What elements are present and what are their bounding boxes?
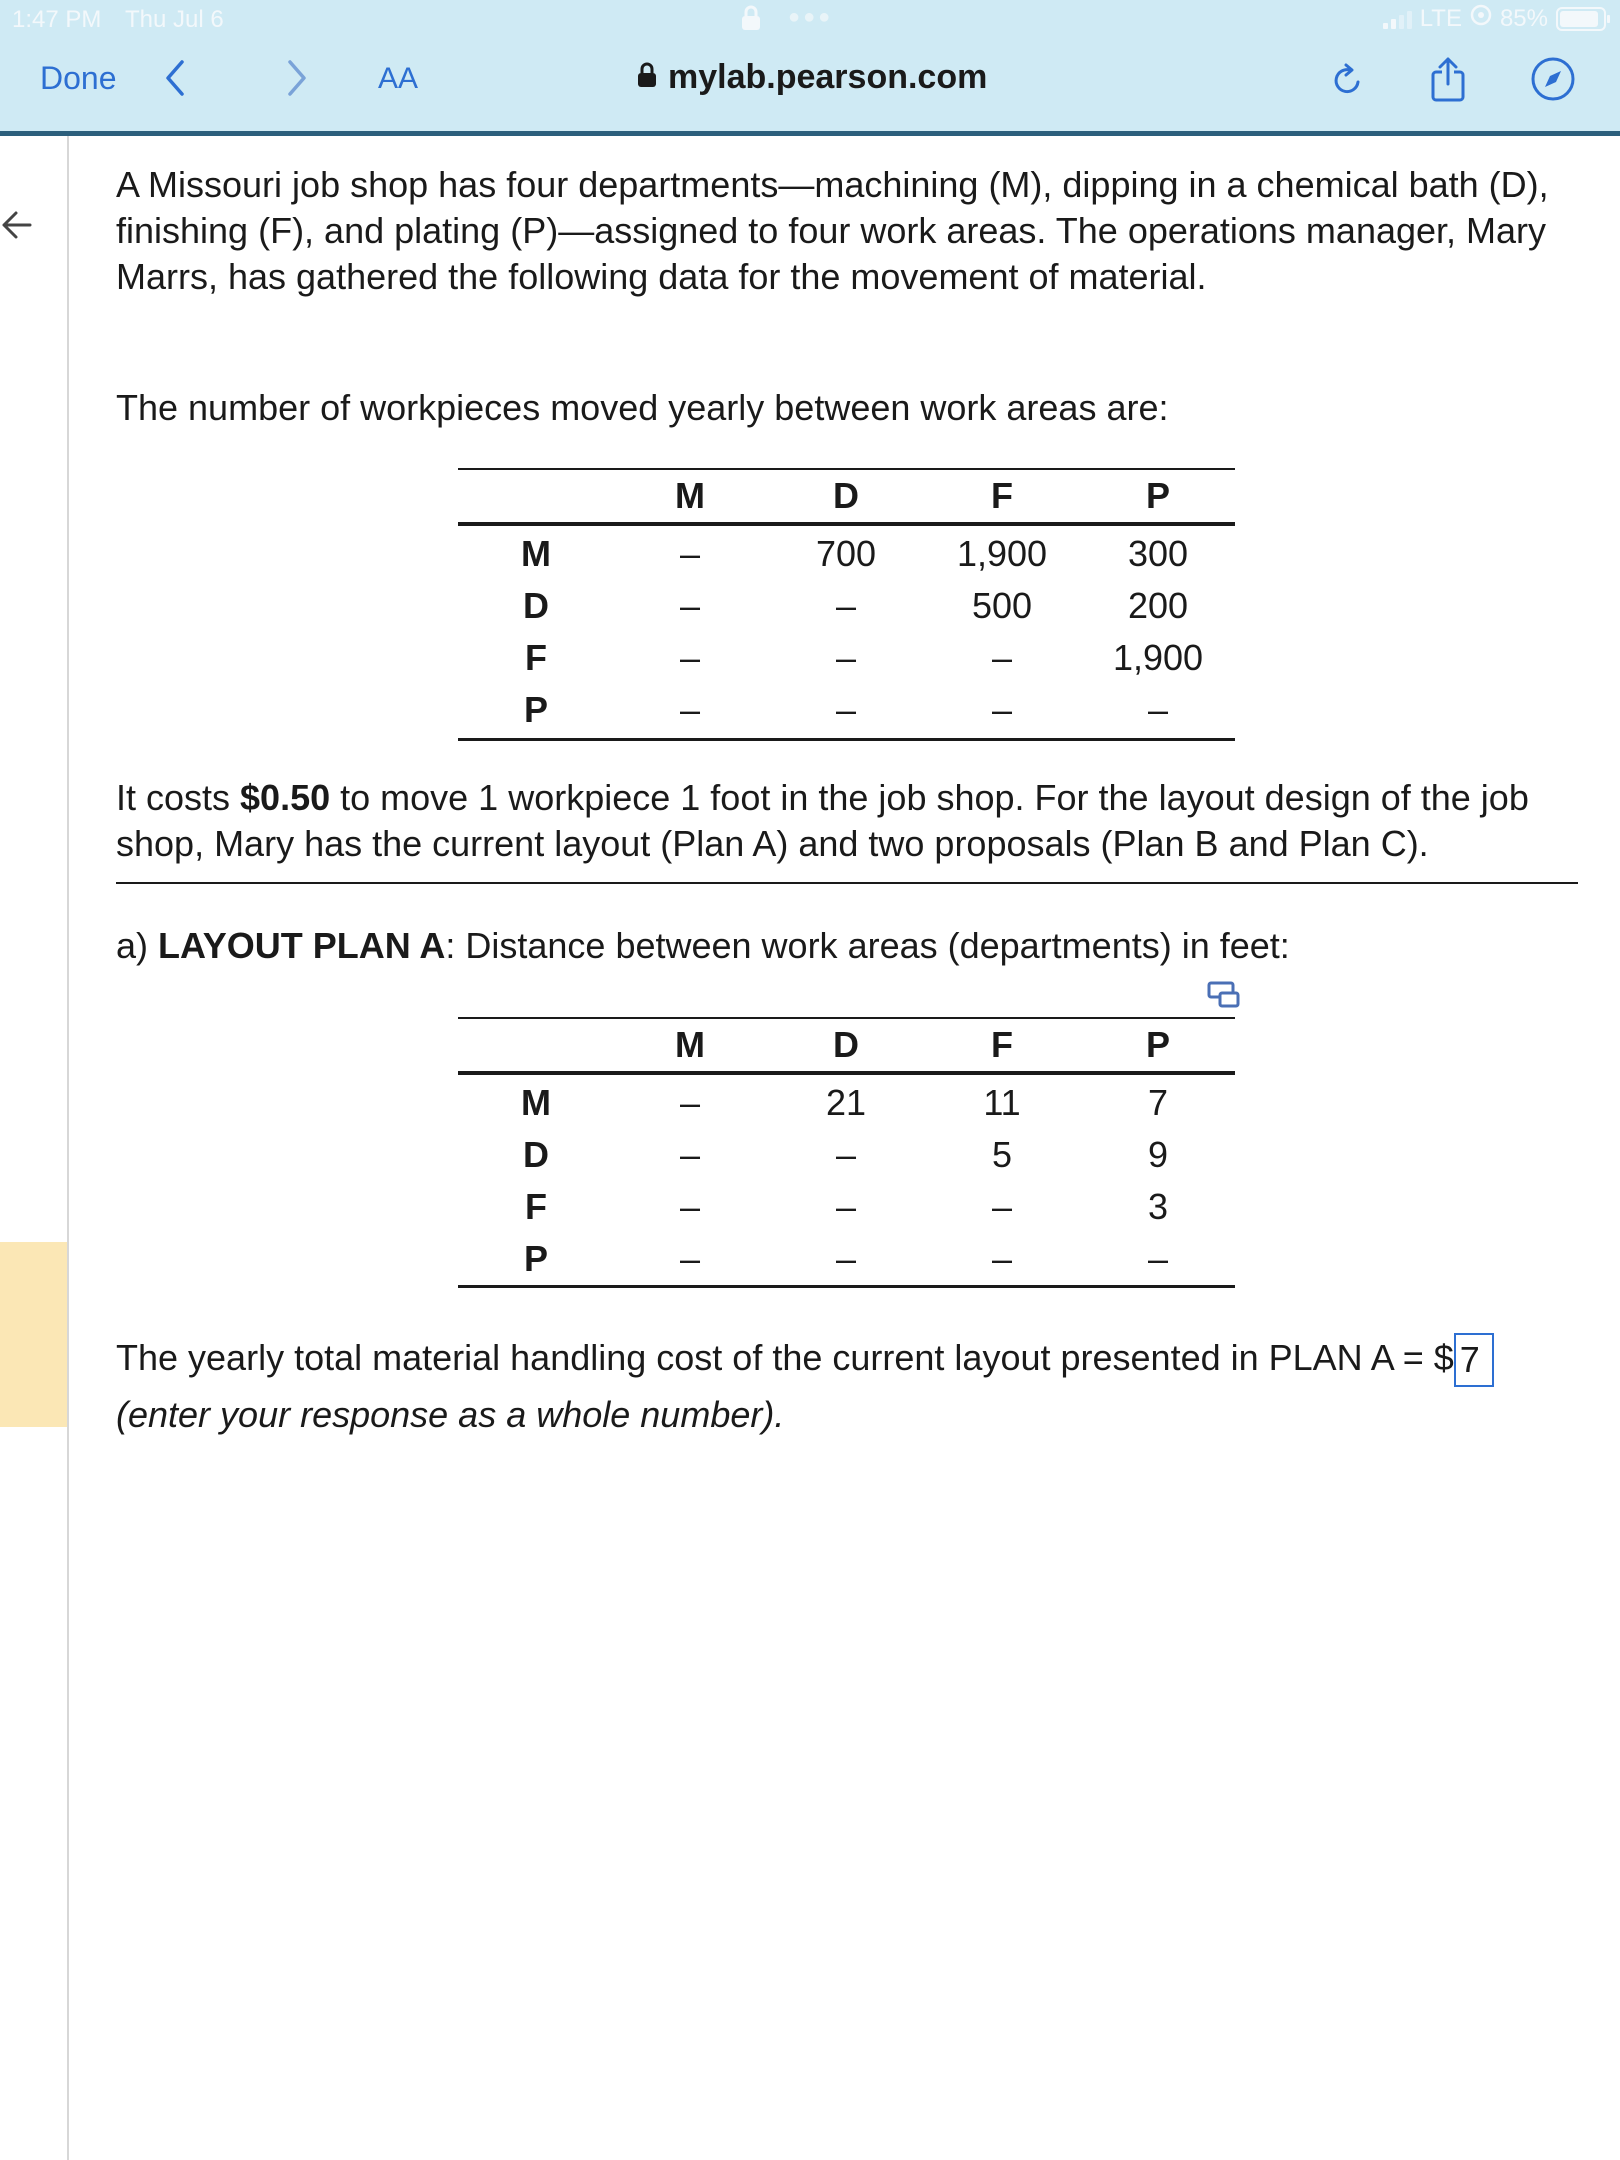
done-button[interactable]: Done (40, 60, 117, 96)
multitask-dots-icon[interactable]: ●●● (788, 6, 834, 28)
cost-text-1: It costs (116, 777, 241, 818)
flow-cell: – (835, 585, 857, 626)
flow-cell: – (991, 689, 1013, 730)
flow-col-header-d: D (833, 475, 859, 516)
reload-icon[interactable] (1330, 60, 1366, 105)
cost-text-2: to move 1 workpiece 1 foot in the job shop. For the layout design of the job shop, Mary has the current layout (Plan A) and two proposals (Plan B and Plan C). (116, 777, 1529, 864)
flow-row-header-f: F (525, 637, 547, 678)
chevron-left-icon[interactable] (160, 58, 190, 103)
distance-col-header-f: F (991, 1024, 1013, 1065)
chevron-right-icon[interactable] (282, 58, 312, 103)
distance-row-header-p: P (523, 1238, 548, 1279)
distance-col-header-m: M (675, 1024, 705, 1065)
copy-icon[interactable] (1206, 980, 1242, 1015)
screen-lock-icon (740, 4, 762, 37)
cost-statement (116, 775, 1576, 867)
flow-table (458, 468, 1235, 740)
status-bar (0, 0, 1620, 40)
cost-amount: $0.50 (240, 777, 331, 818)
share-icon[interactable] (1428, 56, 1468, 107)
plan-a-rest: : Distance between work areas (departments) in feet: (445, 925, 1290, 966)
address-bar[interactable] (636, 58, 987, 97)
distance-table (458, 1017, 1235, 1289)
arrow-left-icon[interactable] (0, 208, 34, 247)
compass-icon[interactable] (1530, 56, 1576, 107)
lock-icon (636, 61, 658, 94)
distance-row-header-m: M (521, 1082, 551, 1123)
browser-toolbar (0, 40, 1620, 120)
status-time: 1:47 PM (12, 6, 102, 33)
flow-cell: 700 (815, 533, 877, 574)
answer-instruction: (enter your response as a whole number). (116, 1394, 785, 1436)
flow-cell: – (679, 689, 701, 730)
browser-chrome (0, 0, 1620, 136)
flow-col-header-p: P (1145, 475, 1170, 516)
flow-cell: – (835, 689, 857, 730)
flow-table-caption: The number of workpieces moved yearly between work areas are: (116, 387, 1169, 428)
distance-row-header-f: F (525, 1186, 547, 1227)
distance-col-header-d: D (833, 1024, 859, 1065)
distance-cell: – (991, 1186, 1013, 1227)
problem-intro: A Missouri job shop has four departments—machining (M), dipping in a chemical bath (D), finishing (F), and plating (P)—assigned to four work areas. The operations manager, Mary Marrs, has gathered the following data for the movement of material. (116, 164, 1549, 297)
status-date: Thu Jul 6 (125, 6, 224, 33)
flow-cell: 300 (1127, 533, 1189, 574)
plan-a-title: LAYOUT PLAN A (158, 925, 446, 966)
distance-cell: – (991, 1238, 1013, 1279)
plan-a-heading (116, 923, 1290, 969)
flow-cell: 1,900 (1112, 637, 1204, 678)
hotspot-icon (1470, 4, 1492, 33)
flow-cell: – (835, 637, 857, 678)
distance-cell: – (679, 1134, 701, 1175)
distance-cell: – (679, 1238, 701, 1279)
section-divider (116, 882, 1578, 884)
flow-cell: – (991, 637, 1013, 678)
flow-col-header-m: M (675, 475, 705, 516)
distance-row-header-d: D (523, 1134, 549, 1175)
distance-cell: – (835, 1238, 857, 1279)
flow-row-header-d: D (523, 585, 549, 626)
distance-cell: 7 (1147, 1082, 1169, 1123)
plan-a-prefix: a) (116, 925, 159, 966)
distance-cell: – (679, 1082, 701, 1123)
question-text: The yearly total material handling cost of the current layout presented in PLAN A = $ (116, 1337, 1454, 1378)
flow-row-header-m: M (521, 533, 551, 574)
distance-cell: 21 (825, 1082, 867, 1123)
left-rail-divider (67, 136, 69, 2160)
distance-cell: – (835, 1134, 857, 1175)
distance-cell: – (679, 1186, 701, 1227)
signal-icon (1383, 9, 1412, 29)
distance-col-header-p: P (1145, 1024, 1170, 1065)
text-size-button[interactable]: AA (378, 62, 419, 95)
status-indicators (1383, 4, 1606, 33)
flow-cell: 1,900 (956, 533, 1048, 574)
url-text: mylab.pearson.com (668, 58, 988, 96)
distance-cell: – (1147, 1238, 1169, 1279)
distance-cell: 5 (991, 1134, 1013, 1175)
answer-input[interactable]: 7 (1454, 1333, 1494, 1387)
distance-cell: 3 (1147, 1186, 1169, 1227)
battery-percent: 85% (1499, 4, 1548, 32)
flow-col-header-f: F (991, 475, 1013, 516)
flow-cell: – (679, 637, 701, 678)
flow-cell: 500 (971, 585, 1033, 626)
distance-cell: 9 (1147, 1134, 1169, 1175)
flow-row-header-p: P (523, 689, 548, 730)
flow-cell: 200 (1127, 585, 1189, 626)
flow-cell: – (679, 533, 701, 574)
flow-cell: – (1147, 689, 1169, 730)
question-block (116, 1330, 1596, 1442)
carrier-label: LTE (1419, 4, 1462, 32)
distance-cell: 11 (983, 1082, 1021, 1123)
flow-cell: – (679, 585, 701, 626)
battery-icon (1556, 7, 1606, 31)
distance-cell: – (835, 1186, 857, 1227)
question-highlight-tab (0, 1242, 67, 1427)
